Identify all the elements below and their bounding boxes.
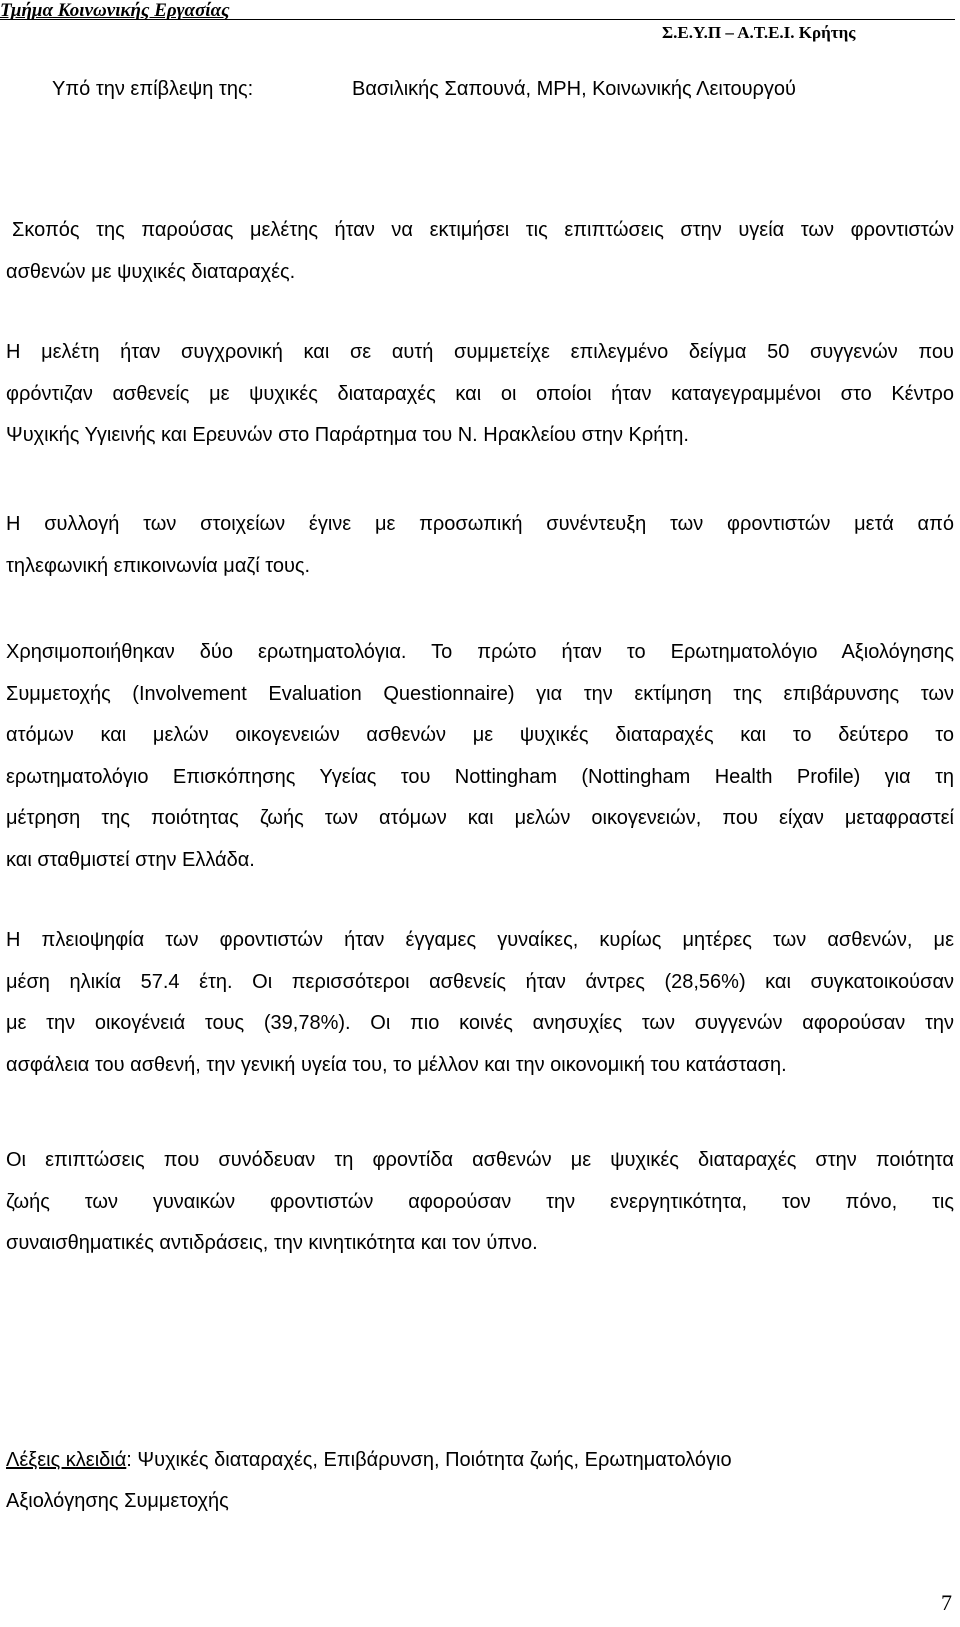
- paragraph-line: ατόμων και μελών οικογενειών ασθενών με ψυχικές διαταραχές και το δεύτερο το: [6, 724, 954, 746]
- paragraph-line: Η πλειοψηφία των φροντιστών ήταν έγγαμες γυναίκες, κυρίως μητέρες των ασθενών, με: [6, 929, 954, 951]
- paragraph-line: μέτρηση της ποιότητας ζωής των ατόμων και μελών οικογενειών, που είχαν μεταφραστεί: [6, 807, 954, 829]
- paragraph-line: τηλεφωνική επικοινωνία μαζί τους.: [6, 554, 311, 577]
- paragraph-line: Ψυχικής Υγιεινής και Ερευνών στο Παράρτημα του Ν. Ηρακλείου στην Κρήτη.: [6, 424, 689, 446]
- paragraph-line: φρόντιζαν ασθενείς με ψυχικές διαταραχές και οι οποίοι ήταν καταγεγραμμένοι στο Κέντρο: [6, 382, 954, 405]
- paragraph-line: με την οικογένειά τους (39,78%). Οι πιο κοινές ανησυχίες των συγγενών αφορούσαν την: [6, 1012, 954, 1034]
- paragraph-line: ερωτηματολόγιο Επισκόπησης Υγείας του Nottingham (Nottingham Health Profile) για τη: [6, 765, 954, 788]
- paragraph-line: ασφάλεια του ασθενή, την γενική υγεία του, το μέλλον και την οικονομική του κατάσταση.: [6, 1053, 787, 1076]
- header-department: Τμήμα Κοινωνικής Εργασίας: [0, 0, 230, 21]
- keywords-list: Ψυχικές διαταραχές, Επιβάρυνση, Ποιότητα ζωής, Ερωτηματολόγιο: [131, 1449, 732, 1471]
- supervision-label: Υπό την επίβλεψη της:: [52, 78, 254, 100]
- paragraph-line: και σταθμιστεί στην Ελλάδα.: [6, 848, 255, 871]
- header-institution: Σ.Ε.Υ.Π – Α.Τ.Ε.Ι. Κρήτης: [662, 23, 856, 42]
- keywords-list-continued: Αξιολόγησης Συμμετοχής: [6, 1490, 229, 1512]
- paragraph-aim: [6, 210, 954, 293]
- paragraph-line: Χρησιμοποιήθηκαν δύο ερωτηματολόγια. Το πρώτο ήταν το Ερωτηματολόγιο Αξιολόγησης: [6, 641, 954, 663]
- paragraph-results: [6, 920, 954, 1086]
- paragraph-line: Συμμετοχής (Involvement Evaluation Questionnaire) για την εκτίμηση της επιβάρυνσης των: [6, 682, 954, 705]
- page-number: 7: [941, 1590, 952, 1615]
- paragraph-line: μέση ηλικία 57.4 έτη. Οι περισσότεροι ασθενείς ήταν άντρες (28,56%) και συγκατοικούσαν: [6, 970, 954, 993]
- keywords: [6, 1440, 906, 1522]
- paragraph-line: Η συλλογή των στοιχείων έγινε με προσωπική συνέντευξη των φροντιστών μετά από: [6, 513, 954, 535]
- keywords-label: Λέξεις κλειδιά: [6, 1449, 127, 1471]
- paragraph-data-collection: [6, 504, 954, 587]
- supervisor-name: Βασιλικής Σαπουνά, ΜΡΗ, Κοινωνικής Λειτουργού: [352, 78, 796, 100]
- paragraph-line: Οι επιπτώσεις που συνόδευαν τη φροντίδα ασθενών με ψυχικές διαταραχές στην ποιότητα: [6, 1149, 954, 1171]
- keywords-separator: :: [126, 1449, 132, 1471]
- paragraph-line: ασθενών με ψυχικές διαταραχές.: [6, 260, 296, 283]
- paragraph-questionnaires: [6, 632, 954, 881]
- paragraph-line: ζωής των γυναικών φροντιστών αφορούσαν την ενεργητικότητα, τον πόνο, τις: [6, 1190, 954, 1213]
- paragraph-method: [6, 332, 954, 457]
- paragraph-conclusions: [6, 1140, 954, 1265]
- paragraph-line: συναισθηματικές αντιδράσεις, την κινητικότητα και τον ύπνο.: [6, 1232, 538, 1254]
- header-rule: [0, 19, 955, 20]
- paragraph-line: Η μελέτη ήταν συγχρονική και σε αυτή συμμετείχε επιλεγμένο δείγμα 50 συγγενών που: [6, 341, 954, 363]
- paragraph-line: Σκοπός της παρούσας μελέτης ήταν να εκτιμήσει τις επιπτώσεις στην υγεία των φροντιστών: [12, 219, 954, 241]
